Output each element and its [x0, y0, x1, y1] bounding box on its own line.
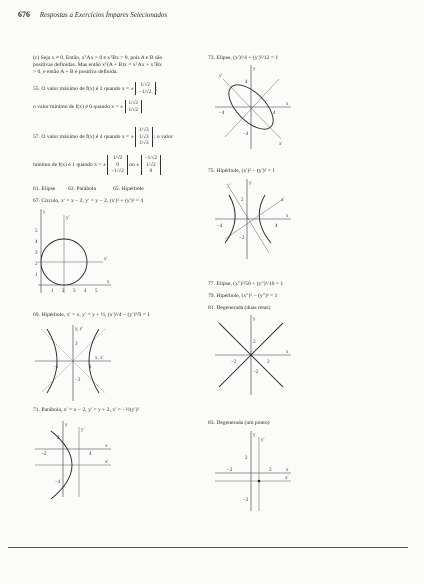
matrix-entry: −1/√2: [144, 155, 158, 161]
tick-label: −1: [53, 365, 59, 370]
tick-label: 4: [245, 80, 248, 85]
graph-81-lines: [213, 313, 293, 397]
graph-73-svg: [213, 63, 293, 151]
answer-83: 83. Degenerada (um ponto): [208, 420, 270, 426]
answer-75: 75. Hipérbole, (x′)² − (y′)² = 1: [208, 168, 276, 174]
answer-55-min: [33, 100, 142, 113]
tick-label: −2: [239, 236, 245, 241]
answer-57-max-text: 57. O valor máximo de f(x) é 4 quando x = ±: [33, 134, 134, 141]
tick-label: −2: [227, 468, 233, 473]
graph-69-svg: [33, 323, 113, 403]
answer-79: 79. Hipérbole, (x″)² − (y″)² = 1: [208, 293, 278, 299]
axis-label-x: x, x′: [95, 356, 104, 361]
matrix-entry: 1/√2: [128, 100, 139, 106]
answer-57-min: [33, 155, 161, 175]
axis-label-x: x: [105, 444, 108, 449]
axis-label-yp: y′: [227, 184, 231, 189]
tick-label: 2: [241, 198, 244, 203]
axis-label-yp: y′: [261, 438, 265, 443]
tick-label: −2: [253, 370, 259, 375]
matrix-entry: −1/√2: [139, 88, 152, 95]
answer-67: 67. Círculo, x′ = x − 2, y′ = y − 2, (x′)² + (y′)² = 4: [33, 198, 144, 204]
matrix-entry: 0: [149, 168, 153, 174]
tick-label: 2: [267, 360, 270, 365]
answer-c-line2: positivas definidas. Mas então xᵀ(A + B)x = xᵀAx + xᵀBx: [33, 62, 162, 68]
vector-matrix: [125, 100, 142, 113]
tick-label: 4: [89, 452, 92, 457]
axis-label-x: x: [107, 280, 110, 285]
axis-label-y: y: [43, 210, 46, 215]
tick-label: 4: [275, 224, 278, 229]
page-header: [18, 10, 167, 19]
answer-77: 77. Elipse, (x″)²/50 + (y″)²/10 = 1: [208, 281, 284, 287]
graph-73-ellipse: [213, 63, 293, 151]
vector-matrix: [107, 155, 127, 175]
answer-55-min-text: o valor mínimo de f(x) é 0 quando x = ±: [33, 103, 124, 110]
tick-label: 4: [273, 111, 276, 116]
tick-label: 2: [35, 262, 38, 267]
page-bottom-rule: [8, 547, 408, 548]
tick-label: 4: [35, 240, 38, 245]
axis-label-y: y: [249, 181, 252, 186]
answer-57-max-end: ; o valor: [153, 134, 173, 141]
answer-63: 63. Parábola: [68, 186, 96, 192]
graph-69-hyperbola: [33, 323, 113, 403]
axis-label-y: y, y′: [75, 327, 84, 332]
tick-label: −3: [75, 378, 81, 383]
answer-73: 73. Elipse, (x′)²/4 + (y′)²/12 = 1: [208, 55, 279, 61]
axis-label-y: y: [65, 423, 68, 428]
axis-label-y: y: [253, 433, 256, 438]
graph-75-hyperbola: [213, 177, 293, 261]
tick-label: −4: [243, 132, 249, 137]
axis-label-xp: x′: [105, 460, 109, 465]
answer-71: 71. Parábola, x′ = x − 2, y′ = y + 2, x′ = −½(y′)²: [33, 407, 140, 413]
tick-label: 3: [35, 251, 38, 256]
matrix-entry: 1/√2: [112, 155, 123, 161]
axis-label-yp: y′: [219, 74, 223, 79]
tick-label: 5: [95, 289, 98, 294]
graph-67-svg: [33, 207, 113, 295]
graph-75-svg: [213, 177, 293, 261]
graph-67-circle: [33, 207, 113, 295]
answer-55-max-text: 55. O valor máximo de f(x) é 2 quando x = ±: [33, 85, 134, 92]
answer-69: 69. Hipérbole, x′ = x, y′ = y + ½, (x′)²/4 − (y′)²/9 = 1: [33, 312, 151, 318]
axis-label-y: y: [253, 67, 256, 72]
vector-matrix: [135, 82, 155, 95]
tick-label: 2: [57, 436, 60, 441]
answer-57-max: [33, 127, 173, 147]
axis-label-yp: y′: [66, 216, 70, 221]
graph-71-svg: [33, 419, 113, 499]
axis-label-xp: x′: [104, 257, 108, 262]
answer-65: 65. Hipérbole: [113, 186, 144, 192]
axis-label-x: x: [286, 214, 289, 219]
running-title: Respostas a Exercícios Ímpares Selecionados: [39, 11, 168, 19]
tick-label: 1: [89, 365, 92, 370]
tick-label: 2: [269, 468, 272, 473]
matrix-entry: 1/√3: [139, 133, 149, 140]
axis-label-x: x: [286, 102, 289, 107]
tick-label: −4: [219, 111, 225, 116]
tick-label: 1: [51, 289, 54, 294]
axis-label-xp: x′: [281, 198, 285, 203]
answer-61: 61. Elipse: [33, 186, 56, 192]
page-number: 676: [18, 10, 30, 19]
axis-label-yp: y′: [81, 428, 85, 433]
matrix-entry: 0: [116, 161, 119, 168]
tick-label: −4: [55, 480, 61, 485]
tick-label: 5: [35, 229, 38, 234]
graph-71-parabola: [33, 419, 113, 499]
tick-label: 3: [73, 289, 76, 294]
axis-label-y: y: [253, 317, 256, 322]
answer-57-min-text: mínimo de f(x) é 1 quando x = ±: [33, 162, 107, 169]
axis-label-x: x: [286, 350, 289, 355]
vector-matrix: [141, 155, 161, 175]
axis-label-xp: x′: [285, 476, 289, 481]
axis-label-xp: x′: [279, 142, 283, 147]
or-text: ou ±: [129, 162, 140, 169]
answer-c-line1: (c) Seja x ≠ 0. Então, xᵀAx > 0 e xᵀBx > 0, pois A e B são: [33, 55, 163, 61]
answer-55-max: 55. O valor máximo de f(x) é 2 quando x = ± 1/√2 −1/√2 ;: [33, 82, 158, 95]
tick-label: −2: [41, 452, 47, 457]
answer-81: 81. Degenerada (duas retas): [208, 305, 271, 311]
tick-label: 2: [62, 289, 65, 294]
matrix-entry: 1/√3: [139, 140, 149, 146]
matrix-entry: 1/√2: [140, 82, 151, 88]
tick-label: −2: [231, 360, 237, 365]
matrix-entry: 1/√2: [128, 106, 139, 113]
answer-c-line3: > 0, e então A + B é positiva definida.: [33, 69, 118, 75]
vector-matrix: [135, 127, 152, 147]
tick-label: −4: [217, 224, 223, 229]
tick-label: −2: [243, 498, 249, 503]
axis-label-x: x: [286, 468, 289, 473]
graph-83-svg: [213, 429, 293, 513]
tick-label: 2: [245, 456, 248, 461]
matrix-entry: 1/√2: [146, 161, 156, 168]
matrix-entry: 1/√3: [139, 127, 149, 133]
tick-label: 1: [35, 273, 38, 278]
matrix-entry: −1/√2: [111, 168, 124, 174]
tick-label: 3: [75, 342, 78, 347]
tick-label: 4: [84, 289, 87, 294]
graph-83-point: [213, 429, 293, 513]
tick-label: 2: [253, 340, 256, 345]
graph-81-svg: [213, 313, 293, 397]
